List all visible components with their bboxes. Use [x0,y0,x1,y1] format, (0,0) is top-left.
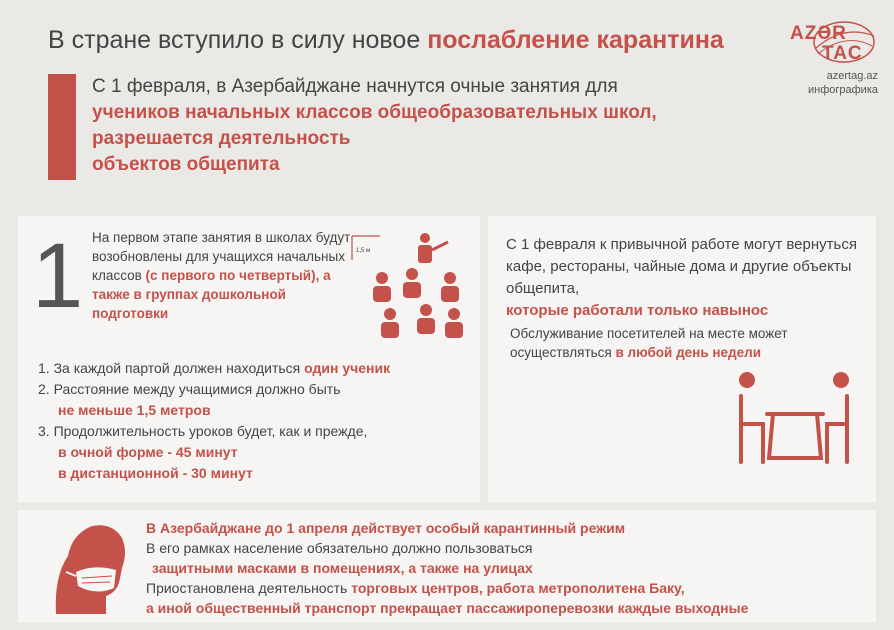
rule-highlight: в дистанционной - 30 минут [58,465,253,481]
logo-brand-line2: TAC [822,43,863,64]
intro-line2: учеников начальных классов общеобразовательных школ, [92,102,657,123]
masked-person-icon [46,516,130,616]
classroom-icon [350,230,470,350]
catering-panel [488,216,876,502]
rule-highlight: не меньше 1,5 метров [58,402,211,418]
logo-caption: инфографика [807,84,878,96]
logo-site: azertag.az [826,70,878,82]
catering-description [506,234,866,322]
catering-description-plain: С 1 февраля к привычной работе могут вернуться кафе, рестораны, чайные дома и другие объекты общепита, [506,236,857,297]
catering-service-red: в любой день недели [615,345,761,360]
intro-line3: разрешается деятельность [92,128,351,149]
cafe-table-icon [733,366,857,466]
intro-text [92,74,782,178]
rule-item [38,463,468,484]
rule-item [38,358,468,379]
quarantine-line4-red: торговых центров, работа метрополитена Баку, [351,580,685,596]
schools-panel [18,216,480,502]
intro-line1: С 1 февраля, в Азербайджане начнутся очные занятия для [92,76,618,97]
schools-description-plain: На первом этапе занятия в школах будут возобновлены для учащихся начальных классов [92,230,351,283]
intro-line4: объектов общепита [92,154,280,175]
quarantine-panel [18,510,876,622]
rule-item [38,379,468,400]
quarantine-line4-plain: Приостановлена деятельность [146,580,352,596]
schools-description-red: (с первого по четвертый), а также в группах дошкольной подготовки [92,268,331,321]
rule-highlight: один ученик [304,360,391,376]
rule-item [38,400,468,421]
page-title-accent: послабление карантина [427,26,724,54]
quarantine-line5: а иной общественный транспорт прекращает пассажироперевозки каждые выходные [146,600,749,616]
schools-description [92,228,362,323]
quarantine-line3: защитными масками в помещениях, а также на улицах [152,560,533,576]
board-label: 1,5 м [356,248,371,254]
quarantine-line2: В его рамках население обязательно должно пользоваться [146,540,533,556]
catering-service-note [510,324,860,362]
quarantine-text [146,518,866,618]
rule-highlight: в очной форме - 45 минут [58,444,238,460]
logo-brand-line1: AZƏR [790,23,847,44]
stage-number: 1 [32,225,84,327]
school-rules-list [38,358,468,484]
intro-accent-bar [48,74,76,180]
quarantine-line1: В Азербайджане до 1 апреля действует особый карантинный режим [146,520,626,536]
rule-item [38,442,468,463]
rule-text: 1. За каждой партой должен находиться [38,360,305,376]
rule-text: 3. Продолжительность уроков будет, как и прежде, [38,423,368,439]
catering-service-plain: Обслуживание посетителей на месте может осуществляться [510,326,788,360]
rule-item [38,421,468,442]
rule-text: 2. Расстояние между учащимися должно быть [38,381,341,397]
quarantine-line4 [146,578,866,598]
catering-description-red: которые работали только навынос [506,302,769,319]
page-title-plain: В стране вступило в силу новое [48,26,428,54]
page-title [48,26,724,55]
azertac-logo[interactable] [782,18,882,98]
